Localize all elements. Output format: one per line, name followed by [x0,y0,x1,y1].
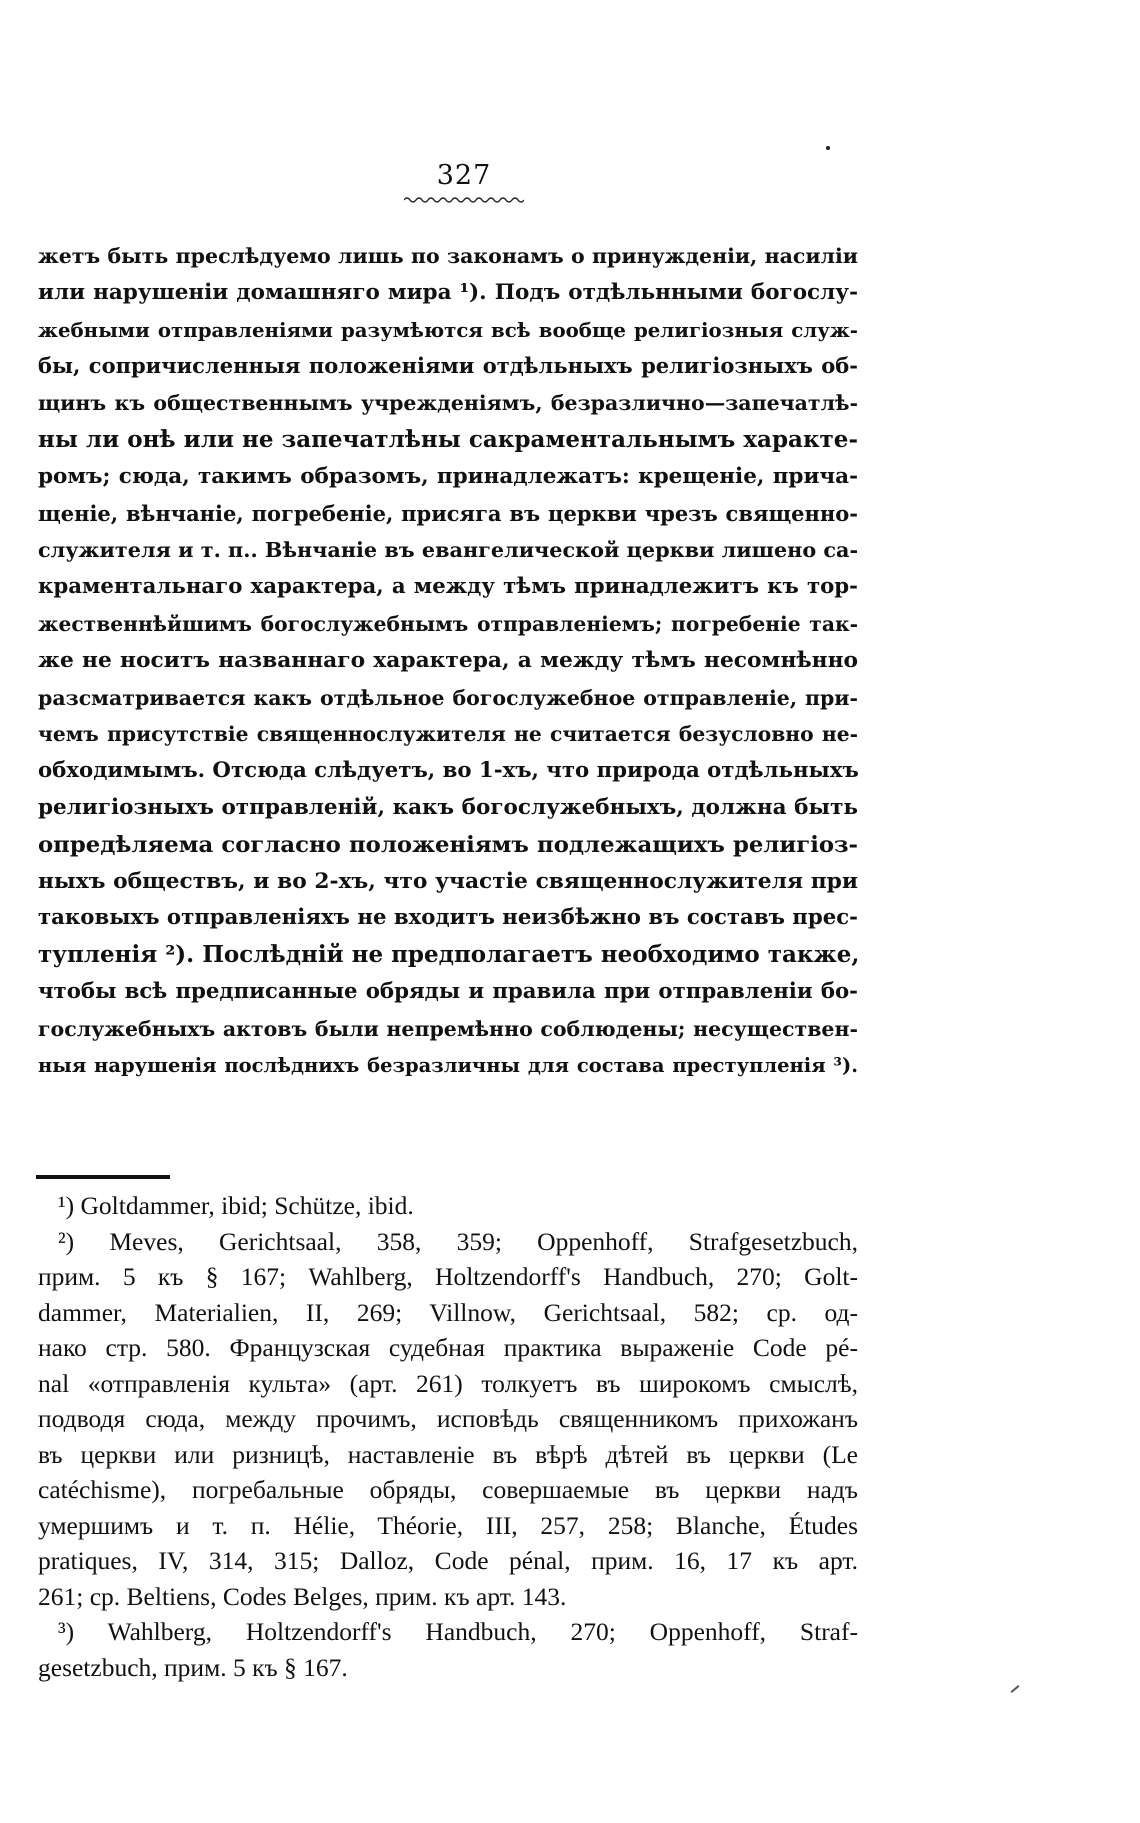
text-line: же не носитъ названнаго характера, а между тѣмъ несомнѣнно [38,647,858,673]
main-text-block [38,238,858,1084]
stray-pen-mark [1011,1685,1020,1693]
footnote-2-line: pratiques, IV, 314, 315; Dalloz, Code pénal, прим. 16, 17 къ арт. [38,1546,858,1575]
text-line: чтобы всѣ предписанные обряды и правила при отправленіи бо- [38,978,858,1004]
text-line: щинъ къ общественнымъ учрежденіямъ, безразлично—запечатлѣ- [38,391,858,416]
footnote-2-line: умершимъ и т. п. Hélie, Théorie, III, 257, 258; Blanche, Études [38,1510,858,1540]
text-line: щеніе, вѣнчаніе, погребеніе, присяга въ церкви чрезъ священно- [38,500,858,526]
text-line: ныхъ обществъ, и во 2-хъ, что участіе священнослужителя при [38,868,858,894]
footnote-1: ¹) Goltdammer, ibid; Schütze, ibid. [58,1191,414,1220]
text-line: чемъ присутствіе священнослужителя не считается безусловно не- [38,722,858,747]
text-line: ныя нарушенія послѣднихъ безразличны для состава преступленія ³). [38,1053,858,1077]
page-number: 327 [436,160,492,191]
text-line: жебными отправленіями разумѣются всѣ вообще религіозныя служ- [38,317,858,342]
footnote-3-line: gesetzbuch, прим. 5 къ § 167. [38,1652,348,1682]
text-line: жественнѣйшимъ богослужебнымъ отправленіемъ; погребеніе так- [38,611,858,636]
text-line: таковыхъ отправленіяхъ не входитъ неизбѣжно въ составъ прес- [38,905,858,931]
text-line: краментальнаго характера, а между тѣмъ принадлежитъ къ тор- [38,574,858,600]
text-line: разсматривается какъ отдѣльное богослужебное отправленіе, при- [38,685,858,710]
text-line: религіозныхъ отправленій, какъ богослужебныхъ, должна быть [38,794,858,820]
text-line: или нарушеніи домашняго мира ¹). Подъ отдѣльнными богослу- [38,279,858,305]
stray-dot-mark [826,146,830,150]
text-line: служителя и т. п.. Вѣнчаніе въ евангелической церкви лишено са- [38,538,859,563]
text-line: обходимымъ. Отсюда слѣдуетъ, во 1-хъ, что природа отдѣльныхъ [38,758,859,784]
footnote-2-line: ²) Meves, Gerichtsaal, 358, 359; Oppenhoff, Strafgesetzbuch, [58,1226,858,1256]
text-line: тупленія ²). Послѣдній не предполагаетъ необходимо также, [38,941,860,969]
footnote-2-line: нако стр. 580. Французская судебная практика выраженіе Code pé- [38,1333,858,1362]
page-number-wavy-underline [404,196,524,204]
footnote-separator-rule [36,1175,170,1179]
text-line: бы, сопричисленныя положеніями отдѣльныхъ религіозныхъ об- [38,353,858,379]
text-line: опредѣляема согласно положеніямъ подлежащихъ религіоз- [38,831,858,858]
footnote-3-line: ³) Wahlberg, Holtzendorff's Handbuch, 270; Oppenhoff, Straf- [58,1617,858,1646]
text-line: ны ли онѣ или не запечатлѣны сакраментальнымъ характе- [38,425,858,453]
footnotes-block [38,1188,858,1685]
footnote-2-line: 261; ср. Beltiens, Codes Belges, прим. къ арт. 143. [38,1581,567,1611]
text-line: жетъ быть преслѣдуемо лишь по законамъ о принужденіи, насиліи [38,244,858,268]
text-line: ромъ; сюда, такимъ образомъ, принадлежатъ: крещеніе, прича- [38,463,858,489]
footnote-2-line: прим. 5 къ § 167; Wahlberg, Holtzendorff's Handbuch, 270; Golt- [38,1262,858,1291]
text-line: гослужебныхъ актовъ были непремѣнно соблюдены; несуществен- [38,1016,858,1041]
footnote-2-line: catéchisme), погребальные обряды, совершаемые въ церкви надъ [38,1475,858,1504]
footnote-2-line: dammer, Materialien, II, 269; Villnow, Gerichtsaal, 582; ср. од- [38,1297,858,1327]
footnote-2-line: въ церкви или ризницѣ, наставленіе въ вѣрѣ дѣтей въ церкви (Le [38,1439,858,1469]
footnote-2-line: nal «отправленія культа» (арт. 261) толкуетъ въ широкомъ смыслѣ, [38,1368,858,1398]
footnote-2-line: подводя сюда, между прочимъ, исповѣдь священникомъ прихожанъ [38,1404,858,1433]
